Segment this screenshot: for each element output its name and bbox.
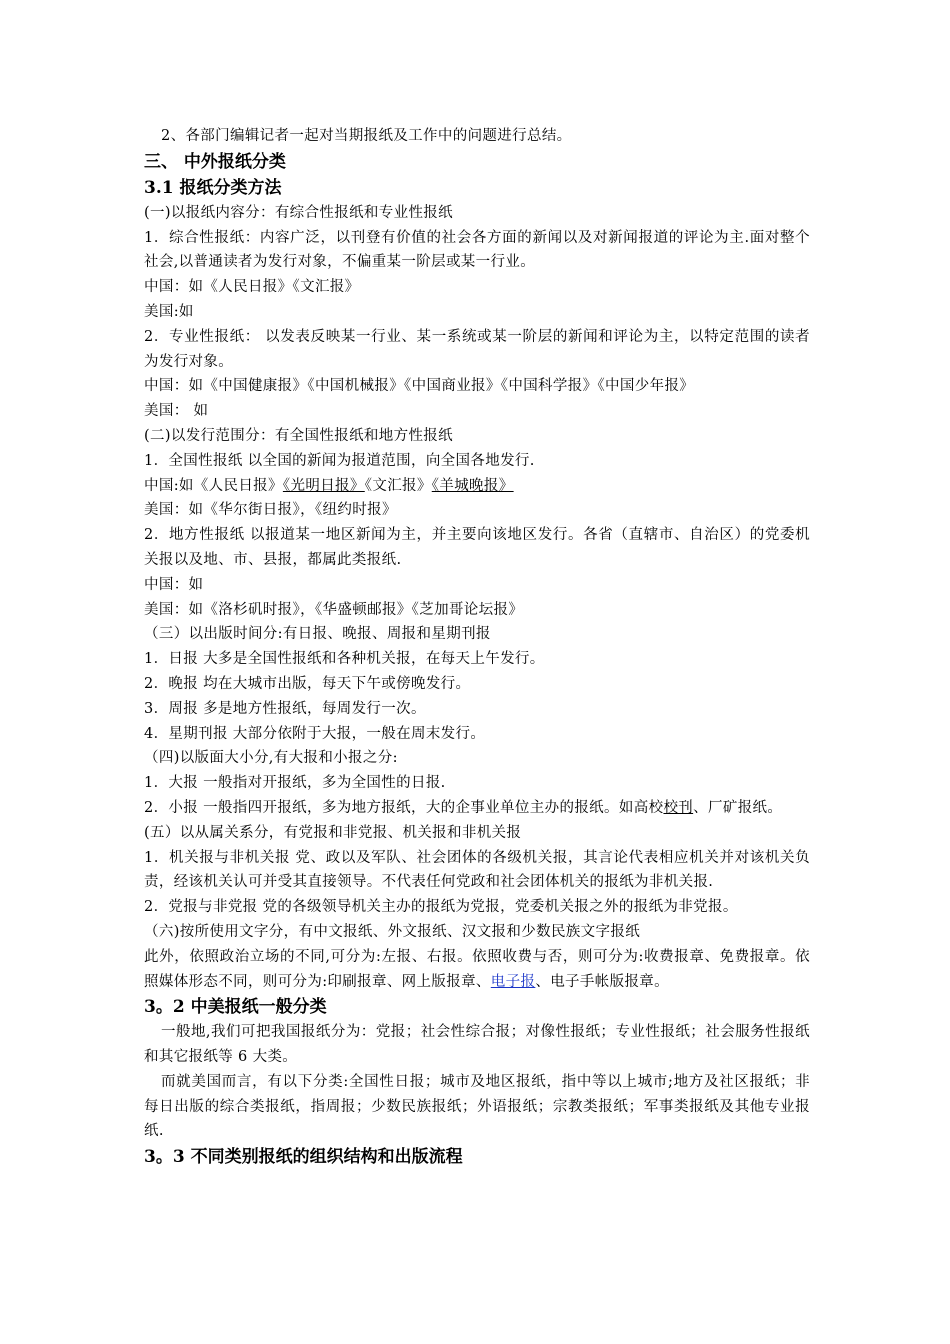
category-1-item-1-china: 中国：如《人民日报》《文汇报》 xyxy=(144,279,360,296)
heading-3-3: 3。3 不同类别报纸的组织结构和出版流程 xyxy=(144,1147,463,1168)
text-segment: 中国:如《人民日报》 xyxy=(144,477,283,494)
category-1-title: (一)以报纸内容分：有综合性报纸和专业性报纸 xyxy=(144,204,454,221)
paragraph-intro: 2、各部门编辑记者一起对当期报纸及工作中的问题进行总结。 xyxy=(161,128,572,144)
document-page xyxy=(144,124,810,1170)
category-3-item-1: 1．日报 大多是全国性报纸和各种机关报，在每天上午发行。 xyxy=(144,651,545,668)
category-5-item-1: 1．机关报与非机关报 党、政以及军队、社会团体的各级机关报，其言论代表相应机关并对该机关负责，经该机关认可并受其直接领导。不代表任何党政和社会团体机关的报纸为非机关报. xyxy=(144,849,810,891)
category-extra xyxy=(144,945,810,995)
text-segment: 《文汇报》 xyxy=(364,477,432,494)
underlined-title: 《光明日报》 xyxy=(282,477,365,494)
heading-3-2: 3。2 中美报纸一般分类 xyxy=(144,997,327,1018)
heading-section-3: 三、 中外报纸分类 xyxy=(144,151,286,172)
underlined-title: 《羊城晚报》 xyxy=(431,477,514,494)
category-2-item-1-usa: 美国：如《华尔街日报》，《纽约时报》 xyxy=(144,502,397,519)
category-2-item-2-usa: 美国：如《洛杉矶时报》，《华盛顿邮报》《芝加哥论坛报》 xyxy=(144,601,524,618)
electronic-newspaper-link[interactable]: 电子报 xyxy=(490,973,536,990)
category-2-title: (二)以发行范围分：有全国性报纸和地方性报纸 xyxy=(144,427,454,444)
category-3-title: （三）以出版时间分:有日报、晚报、周报和星期刊报 xyxy=(144,626,491,643)
category-3-item-2: 2．晚报 均在大城市出版，每天下午或傍晚发行。 xyxy=(144,675,471,692)
text-segment: 此外，依照政治立场的不同,可分为:左报、右报。依照收费与否，则可分为:收费报章、免费报章。依照媒体形态不同，则可分为:印刷报章、网上版报章、 xyxy=(144,948,810,990)
category-6-title: （六)按所使用文字分，有中文报纸、外文报纸、汉文报和少数民族文字报纸 xyxy=(144,923,641,940)
category-3-item-4: 4．星期刊报 大部分依附于大报，一般在周末发行。 xyxy=(144,725,486,742)
category-2-item-2: 2．地方性报纸 以报道某一地区新闻为主，并主要向该地区发行。各省（直辖市、自治区）的党委机关报以及地、市、县报，都属此类报纸. xyxy=(144,527,810,568)
text-segment: 、电子手帐版报章。 xyxy=(535,973,670,990)
category-2-item-2-china: 中国：如 xyxy=(144,576,204,593)
category-4-item-2 xyxy=(144,796,810,821)
text-segment: 、厂矿报纸。 xyxy=(693,799,783,816)
heading-3-1: 3.1 报纸分类方法 xyxy=(144,177,282,198)
category-5-title: (五）以从属关系分，有党报和非党报、机关报和非机关报 xyxy=(144,824,522,841)
category-2-item-1: 1．全国性报纸 以全国的新闻为报道范围，向全国各地发行. xyxy=(144,452,535,469)
category-1-item-1: 1．综合性报纸：内容广泛，以刊登有价值的社会各方面的新闻以及对新闻报道的评论为主.面对整个社会,以普通读者为发行对象，不偏重某一阶层或某一行业。 xyxy=(144,229,810,271)
text-segment: 2．小报 一般指四开报纸，多为地方报纸，大的企事业单位主办的报纸。如高校 xyxy=(144,799,664,816)
paragraph-3-2-china: 一般地,我们可把我国报纸分为：党报；社会性综合报；对像性报纸；专业性报纸；社会服务性报纸和其它报纸等 6 大类。 xyxy=(144,1024,810,1066)
category-1-item-2-usa: 美国： 如 xyxy=(144,403,209,420)
underlined-term: 校刊 xyxy=(663,799,694,816)
category-2-item-1-china xyxy=(144,474,810,499)
category-4-title: （四)以版面大小分,有大报和小报之分: xyxy=(144,750,398,767)
category-1-item-2-china: 中国：如《中国健康报》《中国机械报》《中国商业报》《中国科学报》《中国少年报》 xyxy=(144,378,695,395)
paragraph-3-2-usa: 而就美国而言，有以下分类:全国性日报；城市及地区报纸，指中等以上城市;地方及社区报纸；非每日出版的综合类报纸，指周报；少数民族报纸；外语报纸；宗教类报纸；军事类报纸及其他专业报纸. xyxy=(144,1073,810,1140)
category-5-item-2: 2．党报与非党报 党的各级领导机关主办的报纸为党报，党委机关报之外的报纸为非党报。 xyxy=(144,899,738,916)
category-3-item-3: 3．周报 多是地方性报纸，每周发行一次。 xyxy=(144,700,426,717)
category-1-item-1-usa: 美国:如 xyxy=(144,303,194,320)
category-4-item-1: 1．大报 一般指对开报纸，多为全国性的日报. xyxy=(144,775,446,792)
category-1-item-2: 2．专业性报纸： 以发表反映某一行业、某一系统或某一阶层的新闻和评论为主，以特定范围的读者为发行对象。 xyxy=(144,328,810,370)
